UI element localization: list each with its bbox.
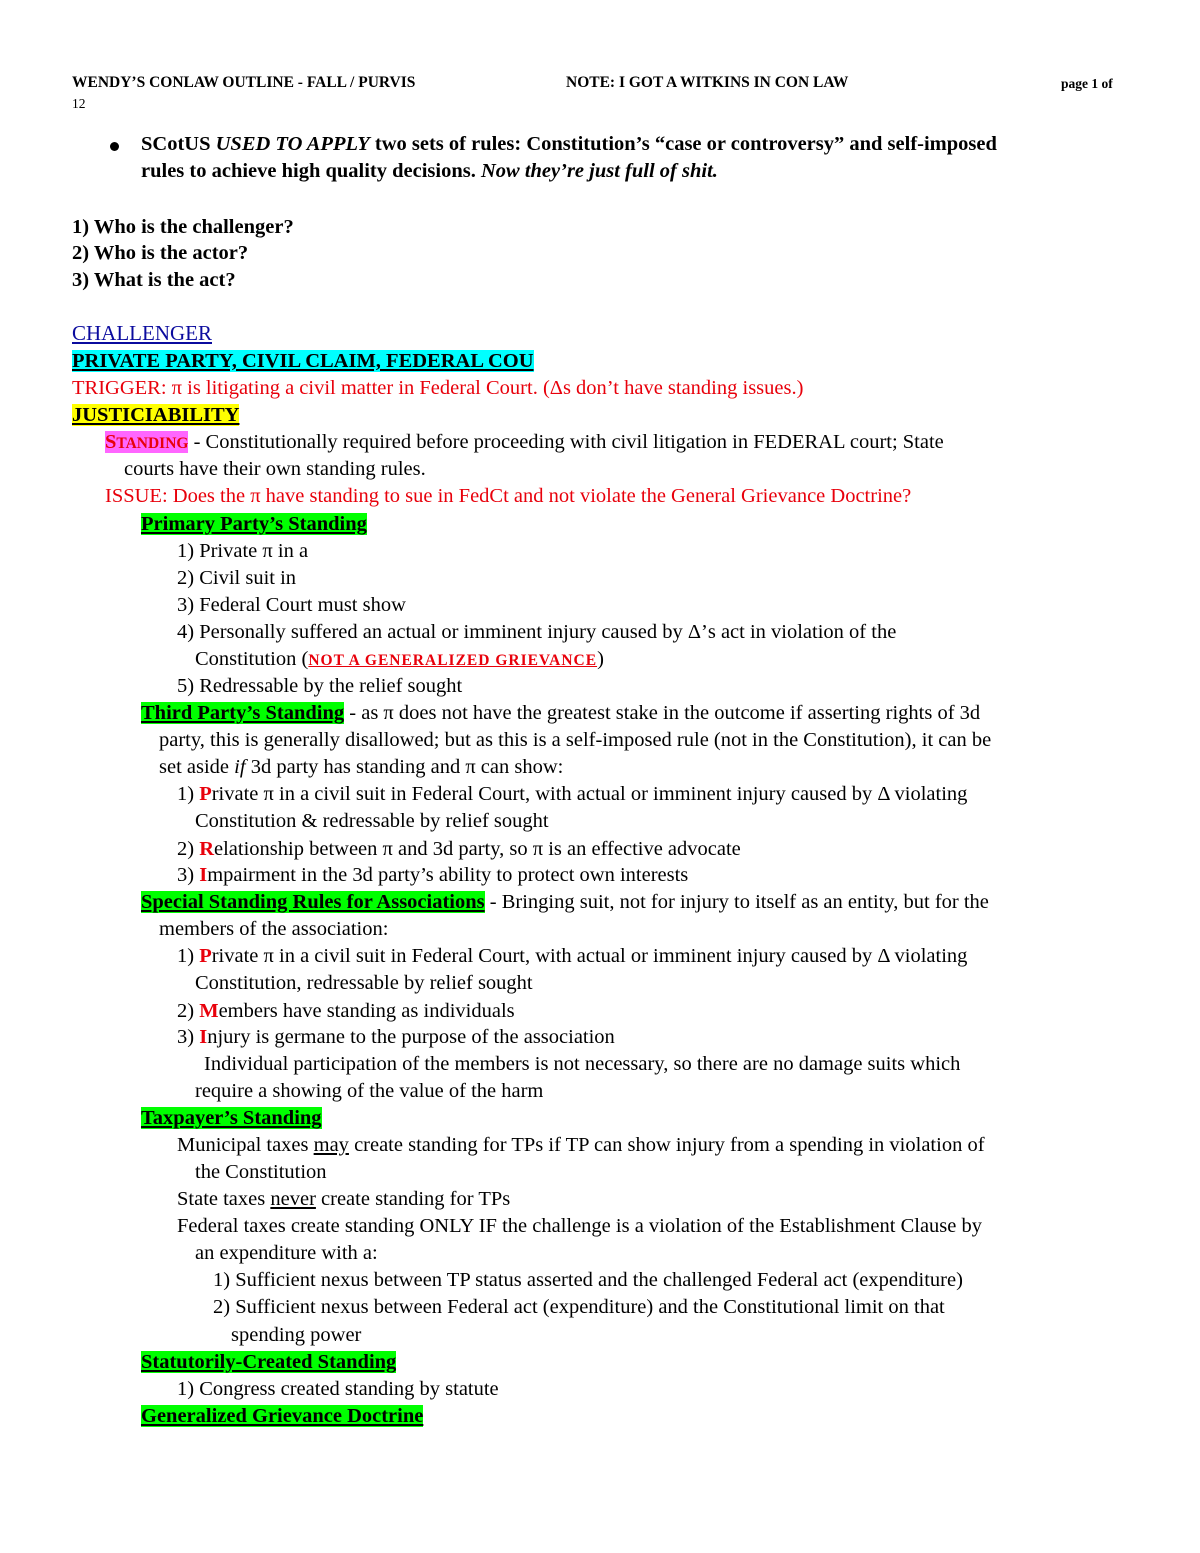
assoc-item-2-text: embers have standing as individuals [218, 1000, 515, 1022]
intro-quality-text: rules to achieve high quality decisions. [141, 160, 481, 182]
intro-used-to-apply: USED TO APPLY [215, 133, 370, 155]
bullet-icon [110, 142, 119, 151]
taxpayer-federal-3: 1) Sufficient nexus between TP status asserted and the challenged Federal act (expenditure) [213, 1269, 963, 1291]
primary-item-1: 1) Private π in a [177, 540, 309, 562]
primary-item-4-cont [195, 646, 604, 674]
taxpayer-state-a: State taxes [177, 1188, 271, 1210]
third-item-3-letter: I [199, 864, 208, 886]
assoc-item-1 [177, 943, 967, 969]
assoc-item-2 [177, 998, 515, 1024]
question-1: 1) Who is the challenger? [72, 216, 294, 238]
taxpayer-heading-text: Taxpayer’s Standing [141, 1107, 322, 1129]
third-item-2-num: 2) [177, 838, 200, 860]
question-3: 3) What is the act? [72, 269, 236, 291]
assoc-item-3-letter: I [199, 1026, 208, 1048]
taxpayer-federal-1: Federal taxes create standing ONLY IF the challenge is a violation of the Establishment Clause by [177, 1215, 983, 1237]
justiciability-heading [72, 402, 239, 428]
assoc-note-1: Individual participation of the members is not necessary, so there are no damage suits which [204, 1053, 961, 1075]
third-heading: Third Party’s Standing [141, 702, 345, 724]
intro-scotus: SCotUS [141, 133, 216, 155]
trigger-text: TRIGGER: π is litigating a civil matter in Federal Court. (Δs don’t have standing issues.) [72, 377, 804, 399]
third-item-2-letter: R [199, 838, 215, 860]
taxpayer-heading [141, 1105, 322, 1131]
taxpayer-federal-4: 2) Sufficient nexus between Federal act (expenditure) and the Constitutional limit on that [213, 1296, 945, 1318]
taxpayer-state-never: never [270, 1188, 316, 1210]
primary-item-4-post: ) [597, 648, 604, 670]
intro-rules-text: two sets of rules: Constitution’s “case or controversy” and self-imposed [369, 133, 997, 155]
intro-line-1 [141, 131, 997, 157]
assoc-item-2-num: 2) [177, 1000, 200, 1022]
statutory-heading [141, 1349, 396, 1375]
assoc-item-3-text: njury is germane to the purpose of the association [207, 1026, 615, 1048]
generalized-heading [141, 1403, 423, 1429]
taxpayer-state-c: create standing for TPs [315, 1188, 511, 1210]
standing-line-2: courts have their own standing rules. [124, 458, 426, 480]
primary-heading-text: Primary Party’s Standing [141, 513, 367, 535]
primary-item-2: 2) Civil suit in [177, 567, 297, 589]
taxpayer-municipal-a: Municipal taxes [177, 1134, 314, 1156]
intro-comment: Now they’re just full of shit. [480, 160, 718, 182]
third-item-1-num: 1) [177, 783, 200, 805]
assoc-item-1-letter: P [199, 945, 212, 967]
intro-line-2 [141, 158, 718, 184]
justiciability-text: JUSTICIABILITY [72, 404, 240, 426]
taxpayer-state [177, 1186, 510, 1212]
third-item-1-letter: P [199, 783, 212, 805]
standing-label [105, 431, 188, 453]
issue-text: ISSUE: Does the π have standing to sue in FedCt and not violate the General Grievance Doctrine? [105, 485, 912, 507]
third-item-3-num: 3) [177, 864, 200, 886]
primary-heading [141, 511, 367, 537]
page-total: 12 [72, 96, 86, 111]
third-line-2: party, this is generally disallowed; but as this is a self-imposed rule (not in the Constitution), it can be [159, 729, 992, 751]
taxpayer-municipal-may: may [313, 1134, 349, 1156]
third-item-1-cont: Constitution & redressable by relief sought [195, 810, 549, 832]
standing-label-rest: TANDING [116, 435, 189, 452]
generalized-heading-text: Generalized Grievance Doctrine [141, 1405, 424, 1427]
header-title: WENDY’S CONLAW OUTLINE - FALL / PURVIS [72, 74, 416, 91]
third-text-1: - as π does not have the greatest stake in the outcome if asserting rights of 3d [344, 702, 981, 724]
question-2: 2) Who is the actor? [72, 242, 249, 264]
header-note: NOTE: I GOT A WITKINS IN CON LAW [566, 74, 849, 91]
third-item-2 [177, 836, 741, 862]
third-item-2-text: elationship between π and 3d party, so π is an effective advocate [214, 838, 741, 860]
third-item-1-text: rivate π in a civil suit in Federal Court, with actual or imminent injury caused by Δ violating [211, 783, 968, 805]
assoc-text-1: - Bringing suit, not for injury to itself as an entity, but for the [484, 891, 989, 913]
assoc-item-3-num: 3) [177, 1026, 200, 1048]
third-line-1 [141, 700, 980, 726]
taxpayer-federal-2: an expenditure with a: [195, 1242, 378, 1264]
assoc-item-2-letter: M [199, 1000, 219, 1022]
assoc-note-2: require a showing of the value of the harm [195, 1080, 544, 1102]
primary-item-4: 4) Personally suffered an actual or imminent injury caused by Δ’s act in violation of the [177, 621, 897, 643]
assoc-item-1-cont: Constitution, redressable by relief sought [195, 972, 533, 994]
private-party-heading [72, 348, 534, 374]
private-party-text: PRIVATE PARTY, CIVIL CLAIM, FEDERAL COU [72, 350, 534, 372]
standing-label-first: S [105, 431, 117, 453]
statutory-heading-text: Statutorily-Created Standing [141, 1351, 397, 1373]
primary-item-3: 3) Federal Court must show [177, 594, 406, 616]
third-line-3 [159, 754, 563, 780]
assoc-item-1-num: 1) [177, 945, 200, 967]
assoc-item-3 [177, 1024, 615, 1050]
third-item-3-text: mpairment in the 3d party’s ability to protect own interests [207, 864, 689, 886]
not-generalized-grievance: NOT A GENERALIZED GRIEVANCE [308, 652, 598, 669]
third-item-3 [177, 862, 688, 888]
assoc-line-1 [141, 889, 989, 915]
page-number-label: page 1 of [1061, 76, 1113, 91]
primary-item-5: 5) Redressable by the relief sought [177, 675, 463, 697]
primary-item-4-pre: Constitution ( [195, 648, 309, 670]
taxpayer-federal-5: spending power [231, 1324, 362, 1346]
third-item-1 [177, 781, 967, 807]
third-text-3a: set aside [159, 756, 235, 778]
assoc-line-2: members of the association: [159, 918, 389, 940]
assoc-heading: Special Standing Rules for Associations [141, 891, 485, 913]
challenger-heading: CHALLENGER [72, 321, 212, 345]
standing-line-1 [105, 429, 944, 457]
assoc-item-1-text: rivate π in a civil suit in Federal Court, with actual or imminent injury caused by Δ violating [211, 945, 968, 967]
taxpayer-municipal [177, 1132, 985, 1158]
taxpayer-municipal-c: create standing for TPs if TP can show injury from a spending in violation of [348, 1134, 985, 1156]
third-text-if: if [234, 756, 246, 778]
statutory-item: 1) Congress created standing by statute [177, 1378, 499, 1400]
third-text-3c: 3d party has standing and π can show: [245, 756, 564, 778]
standing-text-1: - Constitutionally required before proceeding with civil litigation in FEDERAL court; State [188, 431, 944, 453]
taxpayer-municipal-cont: the Constitution [195, 1161, 327, 1183]
